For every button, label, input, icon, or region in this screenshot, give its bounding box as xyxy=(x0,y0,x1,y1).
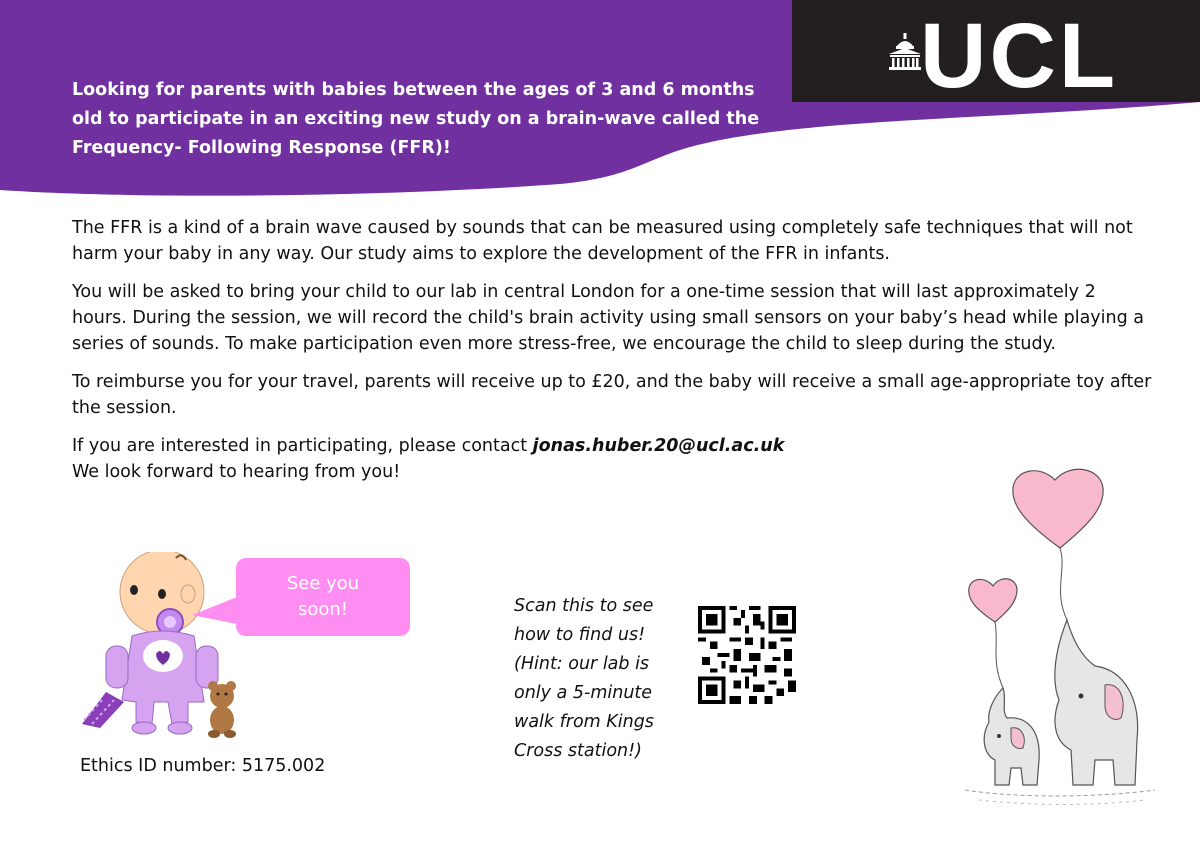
scan-line: walk from Kings xyxy=(514,712,654,732)
scan-line: only a 5-minute xyxy=(514,683,653,703)
heart-balloon-icon xyxy=(1013,469,1103,620)
speech-bubble xyxy=(236,558,410,636)
bubble-line-1: See you xyxy=(286,573,360,594)
paragraph-ffr: The FFR is a kind of a brain wave caused by sounds that can be measured using completely safe techniques that will not harm your baby in any way. Our study aims to explore the development of the FFR in infants. xyxy=(72,218,1133,264)
teddy-bear-icon xyxy=(208,681,236,738)
scan-line: (Hint: our lab is xyxy=(514,654,650,674)
elephant-illustration xyxy=(955,460,1165,830)
scan-line: how to find us! xyxy=(514,625,646,645)
contact-email[interactable]: jonas.huber.20@ucl.ac.uk xyxy=(532,436,785,456)
baby-illustration xyxy=(76,552,256,742)
speech-bubble-tail xyxy=(192,595,242,625)
contact-prefix: If you are interested in participating, please contact xyxy=(72,436,533,456)
scan-line: Cross station!) xyxy=(514,741,642,761)
ucl-logo-text: UCL xyxy=(920,5,1119,107)
bubble-line-2: soon! xyxy=(297,599,349,620)
ucl-portico-icon xyxy=(885,32,925,72)
ethics-id: Ethics ID number: 5175.002 xyxy=(80,756,326,776)
paragraph-reimbursement: To reimburse you for your travel, parents will receive up to £20, and the baby will receive a small age-appropriate toy after the session. xyxy=(72,372,1152,418)
heart-balloon-icon xyxy=(969,579,1017,688)
ucl-logo xyxy=(792,0,1200,107)
scan-instructions xyxy=(514,592,704,766)
paragraph-session: You will be asked to bring your child to our lab in central London for a one-time session that will last approximately 2 hours. During the session, we will record the child's brain activity using small sensors on your baby’s head while playing a series of sounds. To make participation even more stress-free, we encourage the child to sleep during the study. xyxy=(72,282,1145,354)
qr-code[interactable] xyxy=(698,606,796,704)
headline: Looking for parents with babies between the ages of 3 and 6 months old to participate in an exciting new study on a brain-wave called the Frequency- Following Response (FFR)! xyxy=(72,80,760,158)
closing-line: We look forward to hearing from you! xyxy=(72,462,401,482)
scan-line: Scan this to see xyxy=(514,596,654,616)
body-text xyxy=(72,215,1152,497)
